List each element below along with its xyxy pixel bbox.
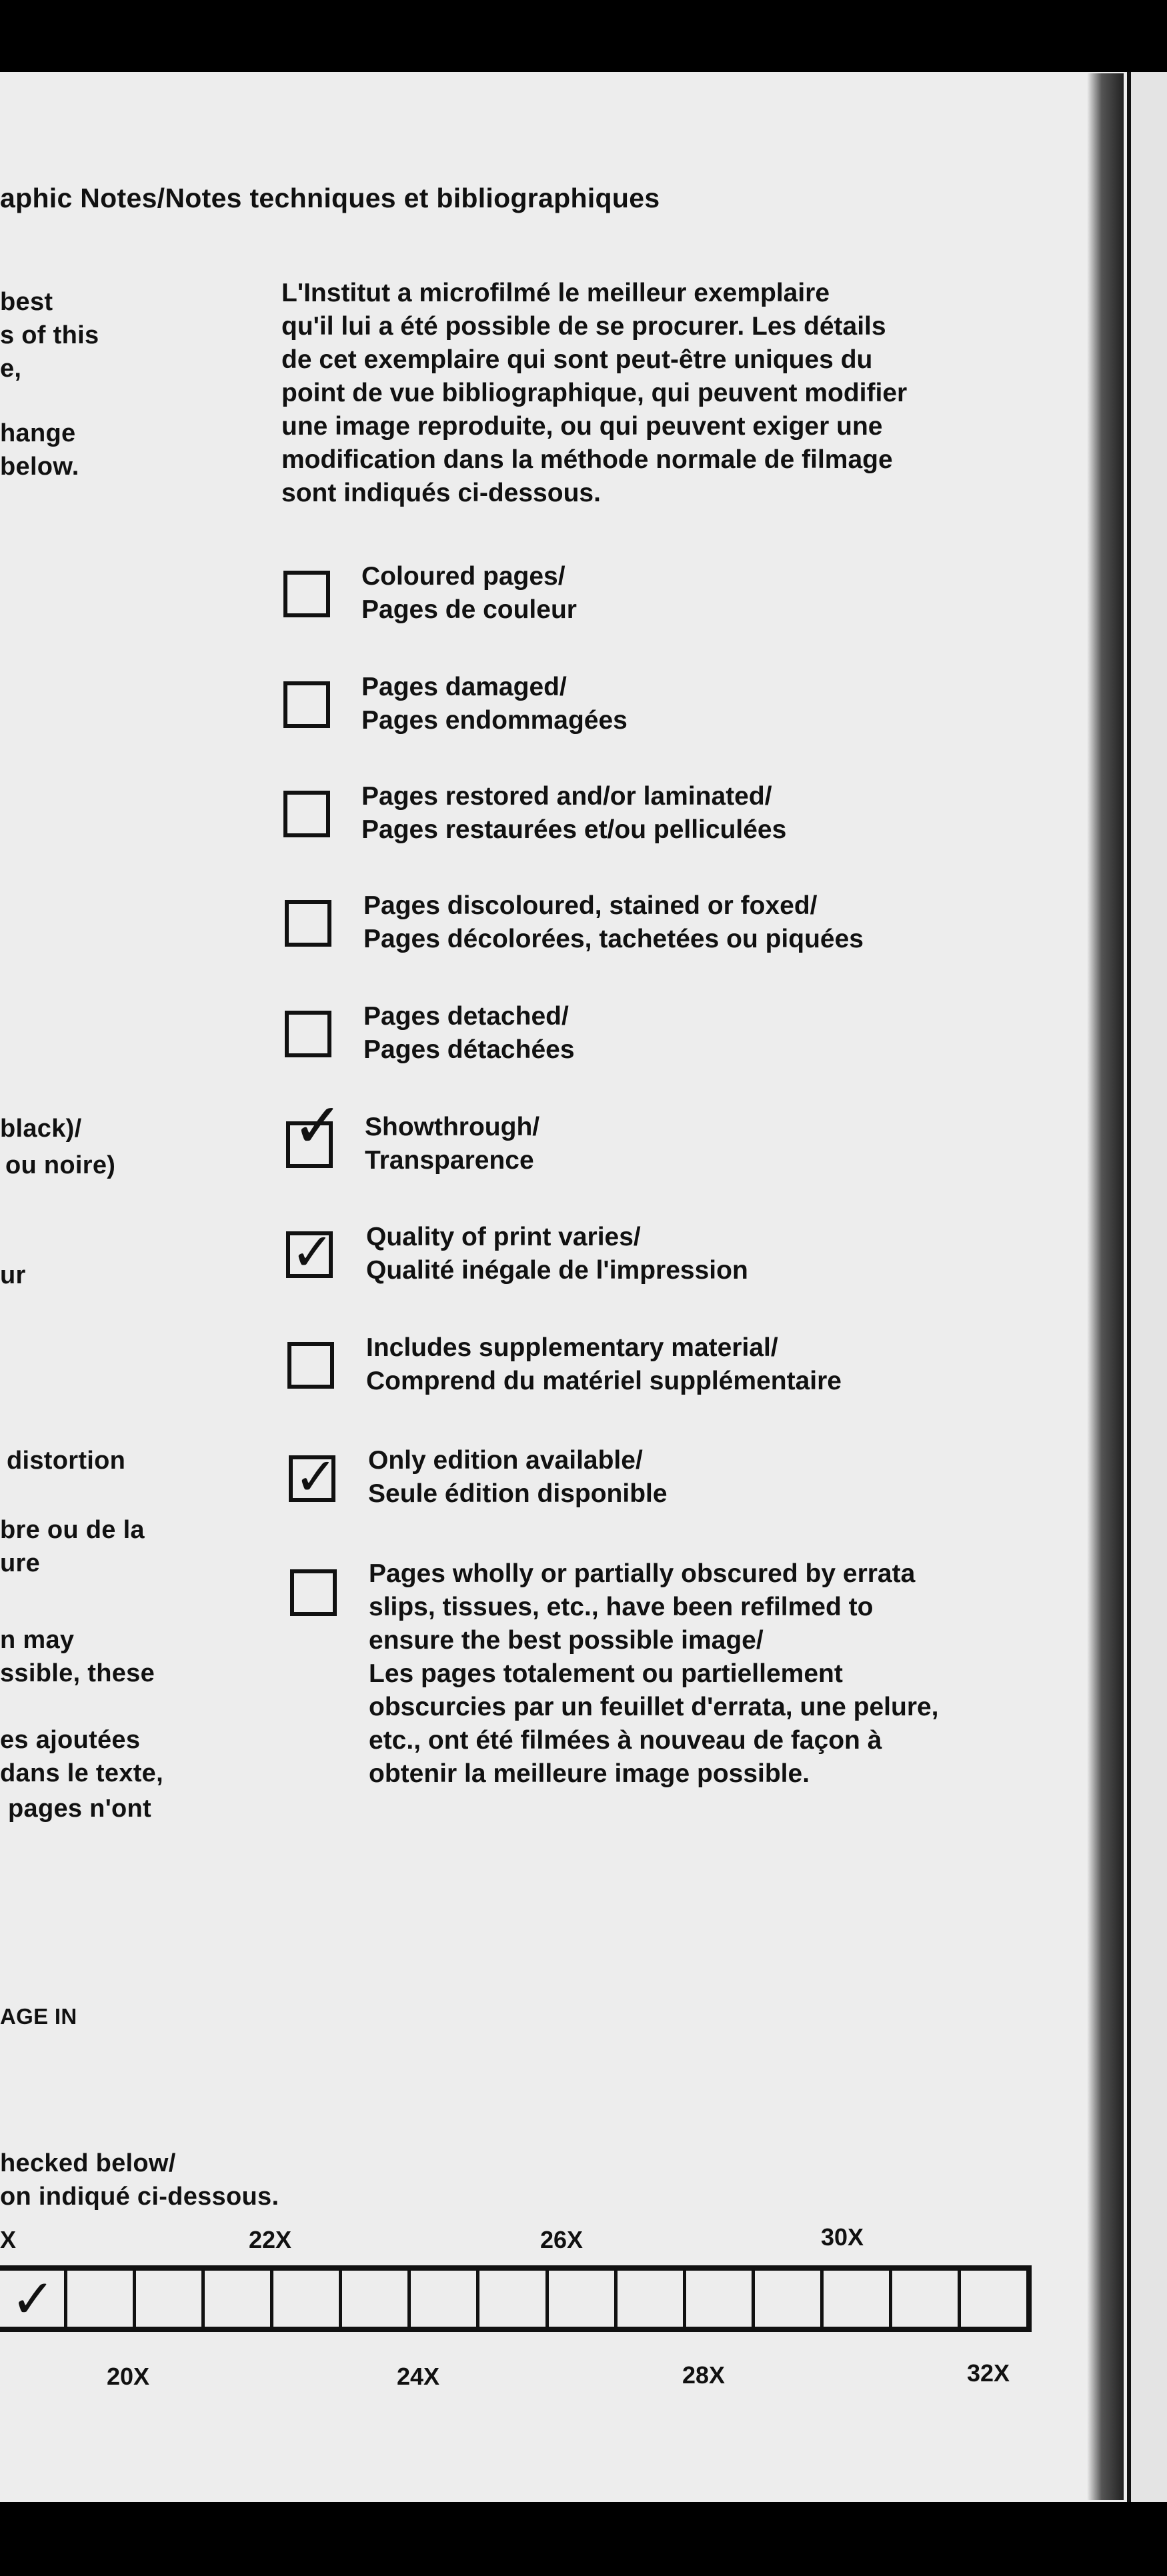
checkbox-supplementary-material[interactable]	[287, 1342, 334, 1389]
checkbox-pages-restored[interactable]	[283, 791, 330, 837]
checkmark-icon: ✓	[291, 1223, 335, 1283]
left-fragment: dans le texte,	[0, 1759, 163, 1787]
checkbox-coloured-pages[interactable]	[283, 571, 330, 617]
label-pages-detached: Pages detached/ Pages détachées	[363, 1002, 575, 1064]
label-quality-of-print: Quality of print varies/ Qualité inégale de l'impression	[366, 1223, 748, 1285]
left-fragment: ur	[0, 1261, 26, 1289]
reduction-cell[interactable]	[549, 2271, 618, 2327]
left-fragment: distortion	[7, 1447, 126, 1475]
reduction-label: X	[0, 2226, 17, 2253]
checkbox-pages-obscured[interactable]	[290, 1569, 337, 1616]
left-fragment: n may	[0, 1626, 75, 1654]
reduction-label: 22X	[249, 2226, 292, 2253]
reduction-cell[interactable]	[0, 2268, 67, 2330]
left-fragment: bre ou de la	[0, 1516, 145, 1544]
label-supplementary-material: Includes supplementary material/ Comprend du matériel supplémentaire	[366, 1333, 842, 1395]
page-edge-shadow	[1087, 73, 1124, 2500]
adjacent-page-edge	[1127, 72, 1167, 2502]
left-fragment: ure	[0, 1549, 41, 1577]
label-showthrough: Showthrough/ Transparence	[365, 1113, 540, 1175]
left-fragment: below.	[0, 453, 79, 481]
label-pages-obscured: Pages wholly or partially obscured by errata slips, tissues, etc., have been refilmed to ensure the best possible image/ Les pages totalement ou partiellement obscurcies par un feuillet d'errata, une pelure, etc., ont été filmées à nouveau de façon à obtenir la meilleure image possible.	[369, 1559, 939, 1788]
left-fragment: ssible, these	[0, 1659, 155, 1687]
reduction-cell[interactable]	[824, 2271, 892, 2327]
checkbox-pages-discoloured[interactable]	[285, 900, 331, 947]
label-pages-restored: Pages restored and/or laminated/ Pages restaurées et/ou pelliculées	[361, 782, 787, 844]
reduction-label: 28X	[682, 2361, 726, 2389]
reduction-label: 26X	[540, 2226, 584, 2253]
reduction-label: 30X	[821, 2223, 864, 2251]
left-fragment: es ajoutées	[0, 1726, 141, 1754]
reduction-cell[interactable]	[411, 2271, 479, 2327]
label-pages-damaged: Pages damaged/ Pages endommagées	[361, 673, 628, 735]
left-fragment: s of this	[0, 321, 99, 349]
left-fragment: ou noire)	[5, 1151, 116, 1179]
label-pages-discoloured: Pages discoloured, stained or foxed/ Pages décolorées, tachetées ou piquées	[363, 891, 864, 953]
label-only-edition: Only edition available/ Seule édition disponible	[368, 1446, 668, 1508]
left-fragment: pages n'ont	[8, 1795, 152, 1823]
left-fragment: best	[0, 288, 53, 316]
reduction-ratio-table	[0, 2265, 1032, 2332]
header-title: aphic Notes/Notes techniques et bibliographiques	[0, 183, 660, 213]
reduction-cell[interactable]	[67, 2271, 136, 2327]
left-fragment: hecked below/	[0, 2149, 176, 2177]
left-fragment: hange	[0, 419, 76, 447]
reduction-cell[interactable]	[136, 2271, 205, 2327]
reduction-label: 24X	[397, 2363, 440, 2390]
reduction-label: 32X	[967, 2359, 1010, 2387]
checkbox-pages-detached[interactable]	[285, 1011, 331, 1057]
reduction-cell[interactable]	[273, 2271, 342, 2327]
reduction-cell[interactable]	[342, 2271, 411, 2327]
reduction-cell[interactable]	[205, 2271, 273, 2327]
checkmark-icon: ✓	[292, 1090, 344, 1161]
label-coloured-pages: Coloured pages/ Pages de couleur	[361, 562, 577, 624]
intro-paragraph: L'Institut a microfilmé le meilleur exemplaire qu'il lui a été possible de se procurer. Les détails de cet exemplaire qui sont peut-être uniques du point de vue bibliographique, qui peuvent modifier une image reproduite, ou qui peuvent exiger une modification dans la méthode normale de filmage sont indiqués ci-dessous.	[281, 279, 908, 507]
reduction-cell[interactable]	[892, 2271, 961, 2327]
reduction-cell[interactable]	[618, 2271, 686, 2327]
checkbox-pages-damaged[interactable]	[283, 681, 330, 728]
reduction-cell[interactable]	[686, 2271, 755, 2327]
left-fragment: e,	[0, 355, 22, 383]
left-fragment: on indiqué ci-dessous.	[0, 2183, 279, 2211]
reduction-label: 20X	[107, 2363, 150, 2390]
reduction-cell[interactable]	[479, 2271, 548, 2327]
left-fragment: black)/	[0, 1115, 82, 1143]
checkmark-icon: ✓	[11, 2268, 56, 2330]
left-fragment: AGE IN	[0, 2004, 77, 2029]
checkmark-icon: ✓	[294, 1447, 338, 1507]
reduction-cell[interactable]	[961, 2271, 1026, 2327]
reduction-cell[interactable]	[755, 2271, 824, 2327]
